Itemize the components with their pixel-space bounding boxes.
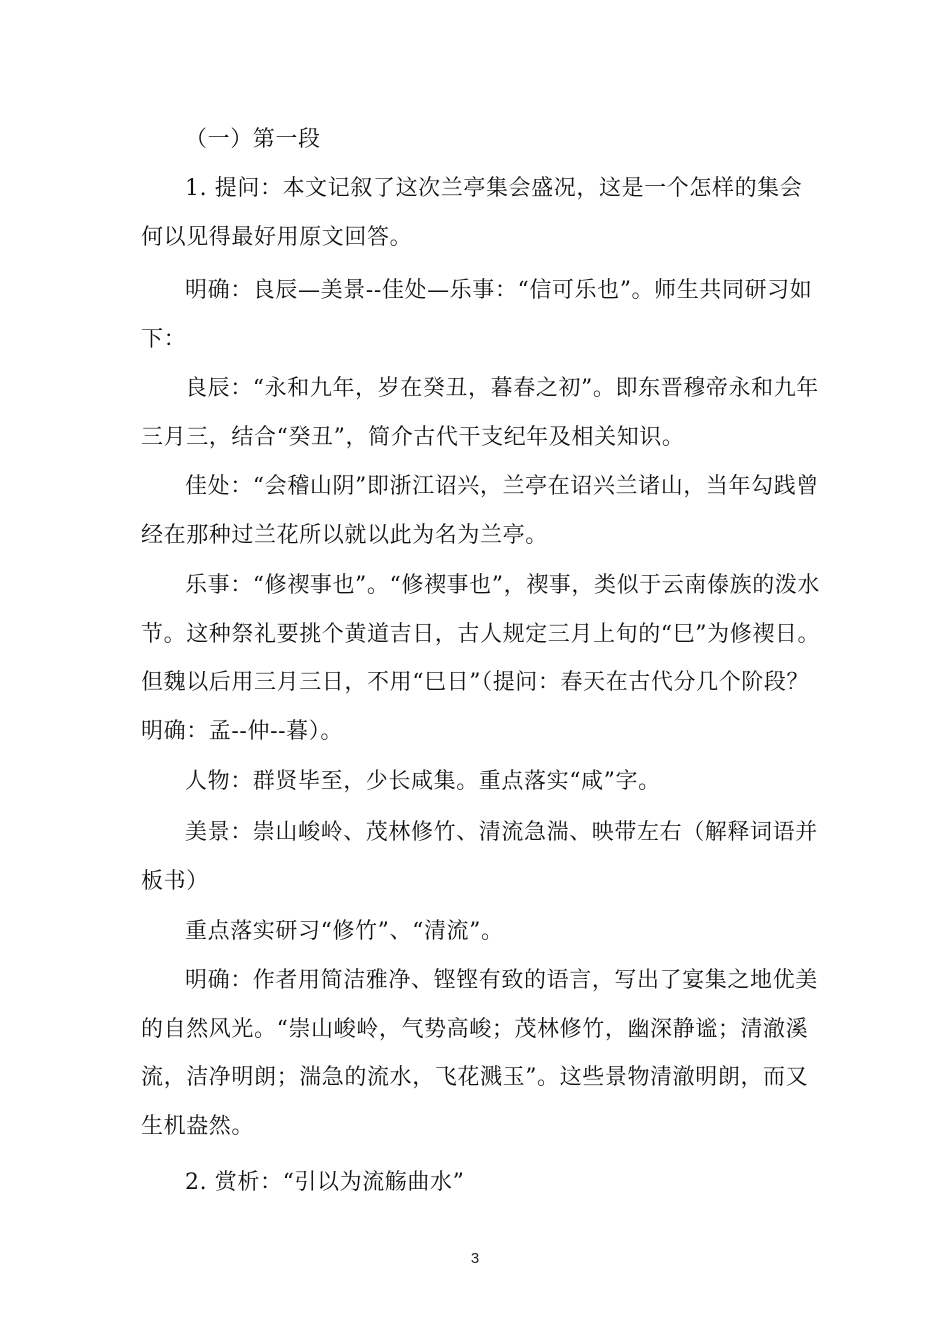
good-place-paragraph: 佳处：“会稽山阴”即浙江诏兴，兰亭在诏兴兰诸山，当年勾践曾经在那种过兰花所以就以此为名为兰亭。	[141, 474, 819, 548]
question-1: 1. 提问：本文记叙了这次兰亭集会盛况，这是一个怎样的集会何以见得最好用原文回答。	[141, 176, 803, 250]
focus-paragraph: 重点落实研习“修竹”、“清流”。	[185, 919, 504, 944]
page-number: 3	[470, 1250, 480, 1267]
good-time-paragraph: 良辰：“永和九年，岁在癸丑，暮春之初”。即东晋穆帝永和九年三月三，结合“癸丑”，简介古代干支纪年及相关知识。	[141, 376, 819, 450]
people-paragraph: 人物：群贤毕至，少长咸集。重点落实“咸”字。	[185, 769, 661, 794]
explanation-paragraph: 明确：作者用简洁雅净、铿铿有致的语言，写出了宴集之地优美的自然风光。“崇山峻岭，气势高峻；茂林修竹，幽深静谧；清澈溪流，洁净明朗；湍急的流水，飞花溅玉”。这些景物清澈明朗，而又生机盎然。	[141, 968, 818, 1140]
scenery-paragraph: 美景：崇山峻岭、茂林修竹、清流急湍、映带左右（解释词语并板书）	[141, 820, 818, 894]
question-2: 2. 赏析：“引以为流觞曲水”	[185, 1170, 465, 1195]
answer-paragraph: 明确：良辰—美景--佳处—乐事：“信可乐也”。师生共同研习如下：	[141, 278, 813, 352]
section-heading: （一）第一段	[185, 127, 321, 152]
happy-event-paragraph: 乐事：“修禊事也”。“修禊事也”，禊事，类似于云南傣族的泼水节。这种祭礼要挑个黄道吉日，古人规定三月上旬的“巳”为修禊日。但魏以后用三月三日，不用“巳日”（提问：春天在古代分几个阶段？明确：孟--仲--暮）。	[141, 573, 821, 745]
